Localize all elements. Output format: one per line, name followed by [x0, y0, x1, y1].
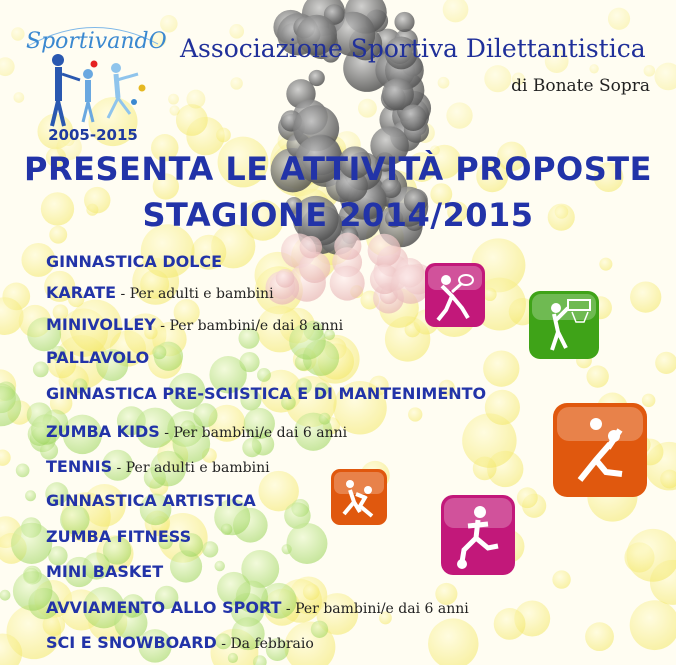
soccer-icon: [440, 494, 516, 576]
activity-item: [46, 633, 314, 652]
tennis-icon: [424, 262, 486, 328]
activity-name: MINIVOLLEY: [46, 315, 156, 334]
activity-description: - Per bambini/e dai 6 anni: [159, 425, 348, 441]
activity-name: GINNASTICA ARTISTICA: [46, 491, 256, 510]
martial-arts-icon: [330, 468, 388, 526]
activity-item: [46, 422, 347, 441]
activity-item: [46, 527, 191, 546]
activity-name: GINNASTICA DOLCE: [46, 252, 223, 271]
activity-description: - Per bambini/e dai 8 anni: [155, 318, 344, 334]
activity-item: [46, 252, 222, 271]
activity-item: [46, 491, 256, 510]
activity-name: SCI E SNOWBOARD: [46, 633, 217, 652]
activity-name: PALLAVOLO: [46, 348, 150, 367]
activity-name: ZUMBA FITNESS: [46, 527, 192, 546]
activity-name: TENNIS: [46, 457, 113, 476]
activity-name: ZUMBA KIDS: [46, 422, 160, 441]
org-name: Associazione Sportiva Dilettantistica: [180, 34, 646, 63]
activity-description: - Per adulti e bambini: [116, 286, 274, 302]
logo-text: SportivandO: [26, 29, 167, 54]
volleyball-icon: [552, 402, 648, 498]
activity-name: GINNASTICA PRE-SCIISTICA E DI MANTENIMENTO: [46, 384, 487, 403]
headline-line2: STAGIONE 2014/2015: [142, 196, 534, 234]
org-location: di Bonate Sopra: [511, 76, 650, 96]
activity-description: - Da febbraio: [216, 636, 314, 652]
basketball-icon: [528, 290, 600, 360]
sportivando-logo: [18, 14, 168, 144]
activity-name: KARATE: [46, 283, 117, 302]
activity-name: AVVIAMENTO ALLO SPORT: [46, 598, 282, 617]
logo-years: 2005-2015: [48, 126, 138, 144]
activity-item: [46, 315, 343, 334]
activity-item: [46, 384, 486, 403]
activity-name: MINI BASKET: [46, 562, 164, 581]
activity-description: - Per adulti e bambini: [112, 460, 270, 476]
activity-item: [46, 598, 469, 617]
activity-description: - Per bambini/e dai 6 anni: [281, 601, 469, 617]
activity-item: [46, 457, 270, 476]
activity-item: [46, 562, 163, 581]
activity-item: [46, 348, 149, 367]
activity-item: [46, 283, 274, 302]
headline-line1: PRESENTA LE ATTIVITÀ PROPOSTE: [24, 150, 652, 188]
